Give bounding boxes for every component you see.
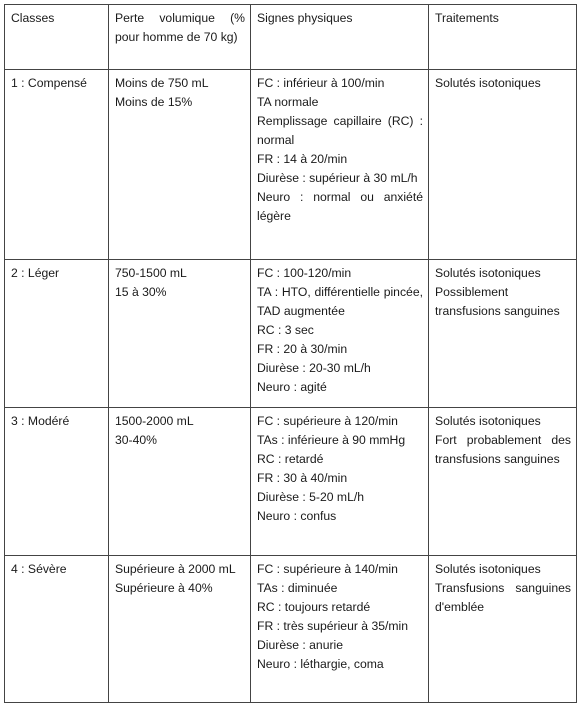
perte-volume: 750-1500 mL <box>115 266 187 280</box>
traitement-item: Fort probablement des transfusions sanguines <box>435 433 571 466</box>
traitement-item: Solutés isotoniques <box>435 414 541 428</box>
traitement-item: Transfusions sanguines d'emblée <box>435 581 571 614</box>
table-row <box>5 408 577 556</box>
traitement-item: Possiblement transfusions sanguines <box>435 285 560 318</box>
traitement-item: Solutés isotoniques <box>435 266 541 280</box>
classe-cell: 4 : Sévère <box>5 556 109 703</box>
perte-percent: Supérieure à 40% <box>115 581 213 595</box>
signe-fc: FC : inférieur à 100/min <box>257 76 385 90</box>
signe-diurese: Diurèse : 5-20 mL/h <box>257 490 365 504</box>
table-row <box>5 556 577 703</box>
traitement-item: Solutés isotoniques <box>435 76 541 90</box>
header-perte-volumique: Perte volumique (% pour homme de 70 kg) <box>109 5 251 70</box>
signe-neuro: Neuro : léthargie, coma <box>257 657 384 671</box>
traitements-cell <box>429 70 577 260</box>
perte-volume: 1500-2000 mL <box>115 414 194 428</box>
signes-cell <box>251 260 429 408</box>
perte-percent: 30-40% <box>115 433 158 447</box>
signe-ta: TAs : diminuée <box>257 581 338 595</box>
header-classes: Classes <box>5 5 109 70</box>
signe-diurese: Diurèse : supérieur à 30 mL/h <box>257 171 418 185</box>
signe-rc: RC : retardé <box>257 452 324 466</box>
traitements-cell <box>429 260 577 408</box>
signe-neuro: Neuro : agité <box>257 380 327 394</box>
signe-fr: FR : 14 à 20/min <box>257 152 348 166</box>
signe-diurese: Diurèse : anurie <box>257 638 344 652</box>
perte-cell <box>109 556 251 703</box>
signes-cell <box>251 556 429 703</box>
signe-ta: TA normale <box>257 95 319 109</box>
header-traitements: Traitements <box>429 5 577 70</box>
signe-rc: RC : toujours retardé <box>257 600 371 614</box>
traitements-cell <box>429 556 577 703</box>
perte-cell <box>109 70 251 260</box>
table-row <box>5 70 577 260</box>
signe-fc: FC : supérieure à 120/min <box>257 414 398 428</box>
classe-cell: 2 : Léger <box>5 260 109 408</box>
table-row <box>5 260 577 408</box>
signes-cell <box>251 408 429 556</box>
signe-rc: RC : 3 sec <box>257 323 314 337</box>
signe-fr: FR : très supérieur à 35/min <box>257 619 409 633</box>
signe-ta: TA : HTO, différentielle pincée, TAD augmentée <box>257 285 423 318</box>
signe-fc: FC : supérieure à 140/min <box>257 562 398 576</box>
signe-diurese: Diurèse : 20-30 mL/h <box>257 361 371 375</box>
perte-volume: Moins de 750 mL <box>115 76 209 90</box>
perte-percent: 15 à 30% <box>115 285 167 299</box>
signe-neuro: Neuro : confus <box>257 509 337 523</box>
perte-cell <box>109 408 251 556</box>
signes-cell <box>251 70 429 260</box>
header-row <box>5 5 577 70</box>
signe-ta: TAs : inférieure à 90 mmHg <box>257 433 406 447</box>
perte-percent: Moins de 15% <box>115 95 193 109</box>
classe-cell: 3 : Modéré <box>5 408 109 556</box>
perte-cell <box>109 260 251 408</box>
signe-neuro: Neuro : normal ou anxiété légère <box>257 190 423 223</box>
traitement-item: Solutés isotoniques <box>435 562 541 576</box>
signe-fr: FR : 20 à 30/min <box>257 342 348 356</box>
signe-rc: Remplissage capillaire (RC) : normal <box>257 114 423 147</box>
hemorrhage-classification-table <box>4 4 577 703</box>
signe-fr: FR : 30 à 40/min <box>257 471 348 485</box>
header-signes-physiques: Signes physiques <box>251 5 429 70</box>
traitements-cell <box>429 408 577 556</box>
classe-cell: 1 : Compensé <box>5 70 109 260</box>
signe-fc: FC : 100-120/min <box>257 266 352 280</box>
perte-volume: Supérieure à 2000 mL <box>115 562 236 576</box>
